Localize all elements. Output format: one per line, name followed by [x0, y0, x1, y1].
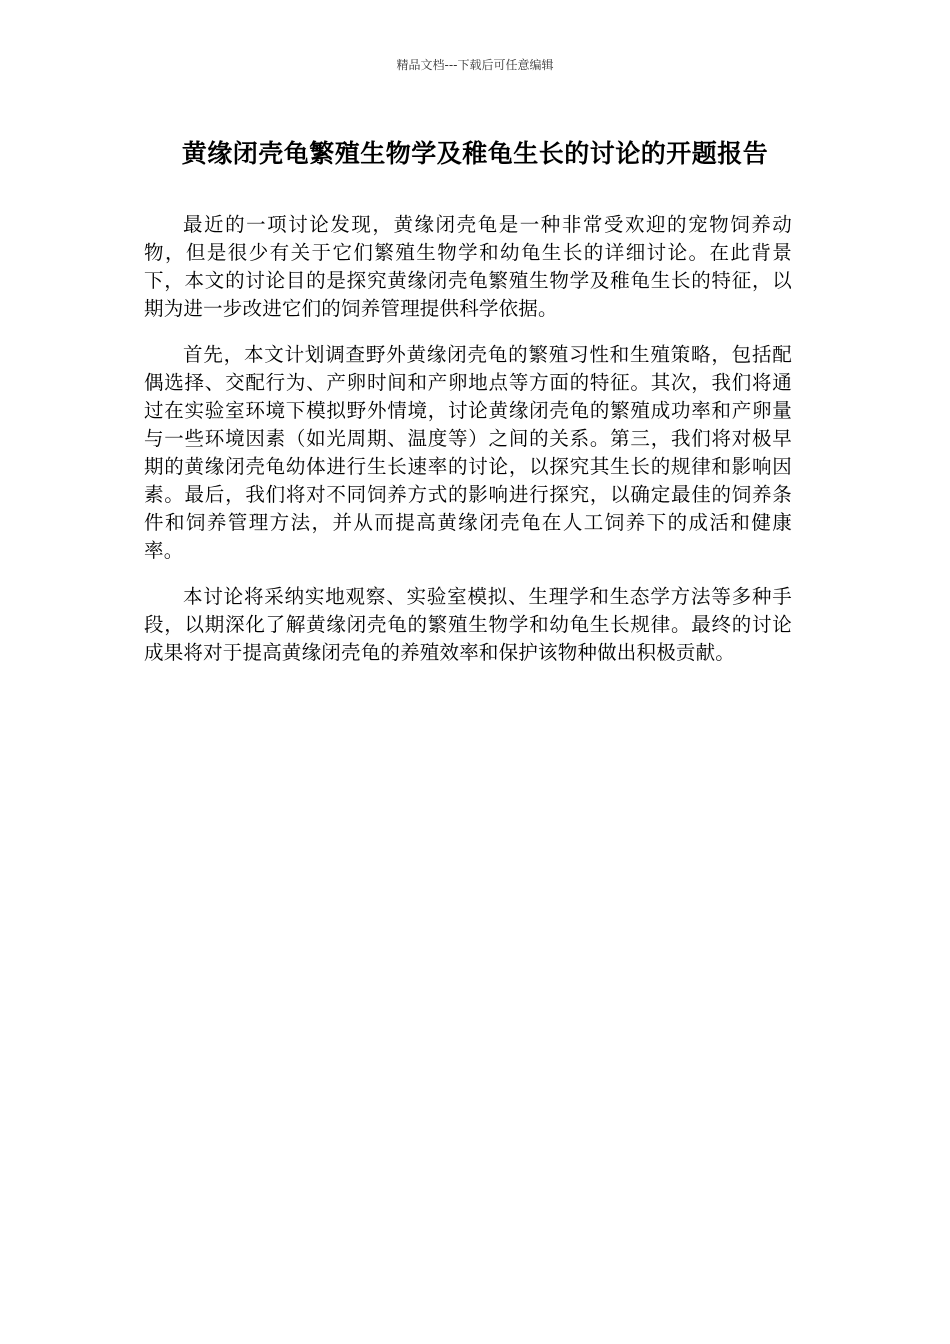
- paragraph-intro: 最近的一项讨论发现，黄缘闭壳龟是一种非常受欢迎的宠物饲养动物，但是很少有关于它们繁殖生物学和幼龟生长的详细讨论。在此背景下，本文的讨论目的是探究黄缘闭壳龟繁殖生物学及稚龟生长的特征，以期为进一步改进它们的饲养管理提供科学依据。: [144, 213, 792, 320]
- paragraph-plan: 首先，本文计划调查野外黄缘闭壳龟的繁殖习性和生殖策略，包括配偶选择、交配行为、产卵时间和产卵地点等方面的特征。其次，我们将通过在实验室环境下模拟野外情境，讨论黄缘闭壳龟的繁殖成功率和产卵量与一些环境因素（如光周期、温度等）之间的关系。第三，我们将对极早期的黄缘闭壳龟幼体进行生长速率的讨论，以探究其生长的规律和影响因素。最后，我们将对不同饲养方式的影响进行探究，以确定最佳的饲养条件和饲养管理方法，并从而提高黄缘闭壳龟在人工饲养下的成活和健康率。: [144, 343, 792, 562]
- document-body: [144, 211, 792, 685]
- paragraph-methods: 本讨论将采纳实地观察、实验室模拟、生理学和生态学方法等多种手段，以期深化了解黄缘闭壳龟的繁殖生物学和幼龟生长规律。最终的讨论成果将对于提高黄缘闭壳龟的养殖效率和保护该物种做出积极贡献。: [144, 585, 792, 664]
- document-title: 黄缘闭壳龟繁殖生物学及稚龟生长的讨论的开题报告: [181, 139, 769, 168]
- page-header: 精品文档---下载后可任意编辑: [396, 58, 554, 72]
